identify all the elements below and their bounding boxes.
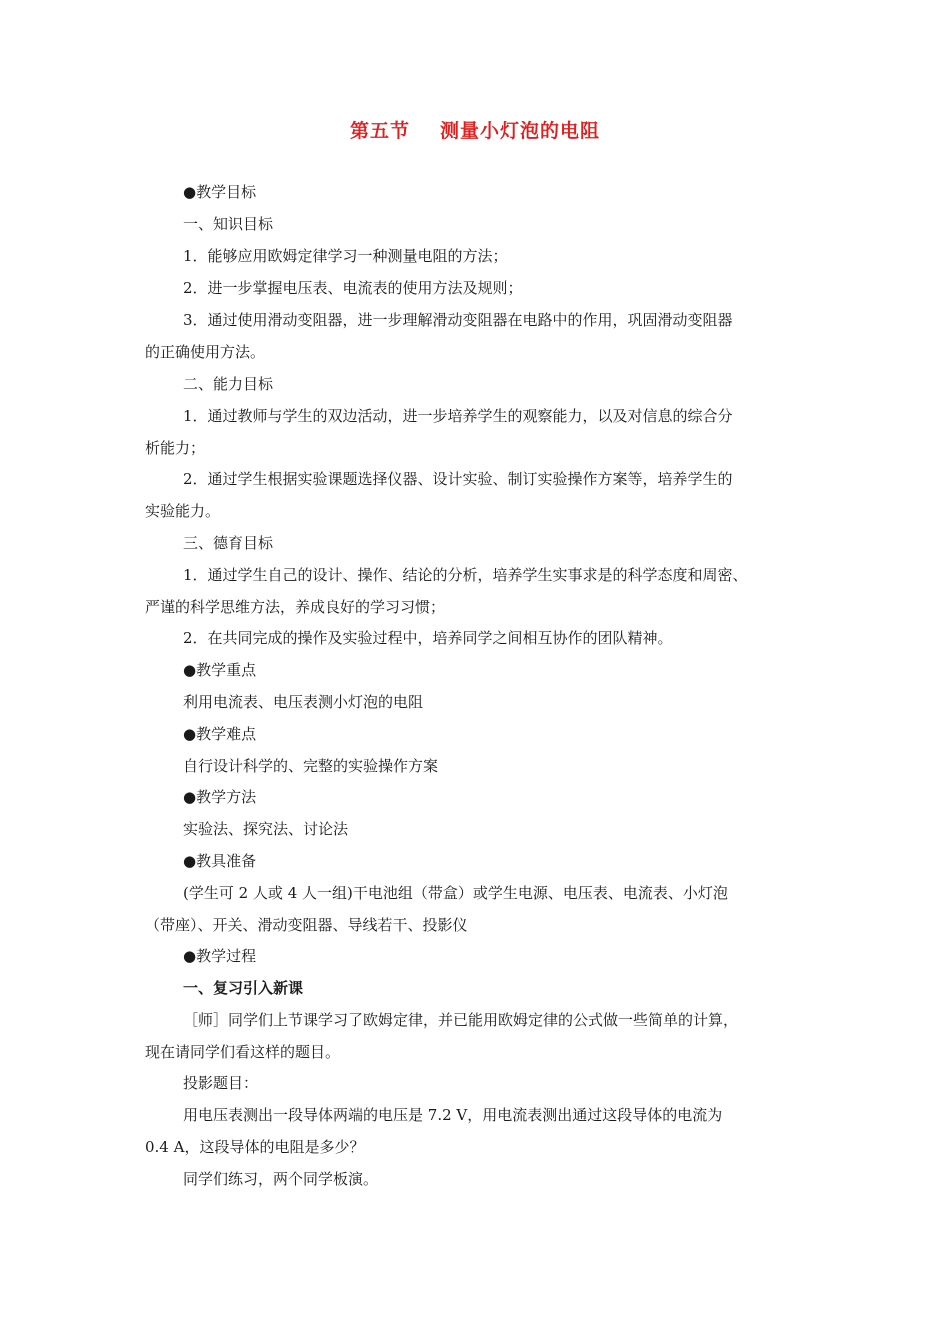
paragraph-line: 实验能力。 [145,502,221,520]
title-topic: 测量小灯泡的电阻 [440,120,601,142]
paragraph-line: 3．通过使用滑动变阻器，进一步理解滑动变阻器在电路中的作用，巩固滑动变阻器 [183,311,733,329]
subheading-ability-goals: 二、能力目标 [183,375,274,393]
paragraph-line: 同学们练习，两个同学板演。 [183,1170,379,1188]
paragraph-line: 自行设计科学的、完整的实验操作方案 [183,757,439,775]
paragraph-line: 2．通过学生根据实验课题选择仪器、设计实验、制订实验操作方案等，培养学生的 [183,470,733,488]
paragraph-line: 投影题目： [183,1074,259,1092]
paragraph-line: 2．进一步掌握电压表、电流表的使用方法及规则； [183,279,523,297]
paragraph-line: 实验法、探究法、讨论法 [183,820,349,838]
subheading-knowledge-goals: 一、知识目标 [183,215,274,233]
paragraph-line: 1．通过学生自己的设计、操作、结论的分析，培养学生实事求是的科学态度和周密、 [183,566,748,584]
paragraph-line: 1．能够应用欧姆定律学习一种测量电阻的方法； [183,247,508,265]
paragraph-line: 严谨的科学思维方法，养成良好的学习习惯； [145,598,446,616]
page-title [0,116,950,143]
paragraph-line: （带座）、开关、滑动变阻器、导线若干、投影仪 [145,916,468,934]
paragraph-line: ［师］同学们上节课学习了欧姆定律，并已能用欧姆定律的公式做一些简单的计算， [183,1011,739,1029]
title-section: 第五节 [349,120,410,142]
paragraph-line: (学生可 2 人或 4 人一组)干电池组（带盒）或学生电源、电压表、电流表、小灯泡 [183,884,728,902]
paragraph-line: 1．通过教师与学生的双边活动，进一步培养学生的观察能力，以及对信息的综合分 [183,407,733,425]
paragraph-line: 析能力； [145,439,206,457]
heading-teaching-process: ●教学过程 [183,947,257,965]
heading-teaching-methods: ●教学方法 [183,788,257,806]
paragraph-line: 0.4 A，这段导体的电阻是多少？ [145,1138,365,1156]
paragraph-line: 的正确使用方法。 [145,343,266,361]
paragraph-line: 现在请同学们看这样的题目。 [145,1043,341,1061]
subheading-moral-goals: 三、德育目标 [183,534,274,552]
paragraph-line: 利用电流表、电压表测小灯泡的电阻 [183,693,424,711]
heading-teaching-goals: ●教学目标 [183,183,257,201]
paragraph-line: 2．在共同完成的操作及实验过程中，培养同学之间相互协作的团队精神。 [183,629,673,647]
heading-difficulties: ●教学难点 [183,725,257,743]
heading-key-points: ●教学重点 [183,661,257,679]
subheading-review: 一、复习引入新课 [183,979,304,997]
paragraph-line: 用电压表测出一段导体两端的电压是 7.2 V，用电流表测出通过这段导体的电流为 [183,1106,723,1124]
heading-equipment: ●教具准备 [183,852,257,870]
